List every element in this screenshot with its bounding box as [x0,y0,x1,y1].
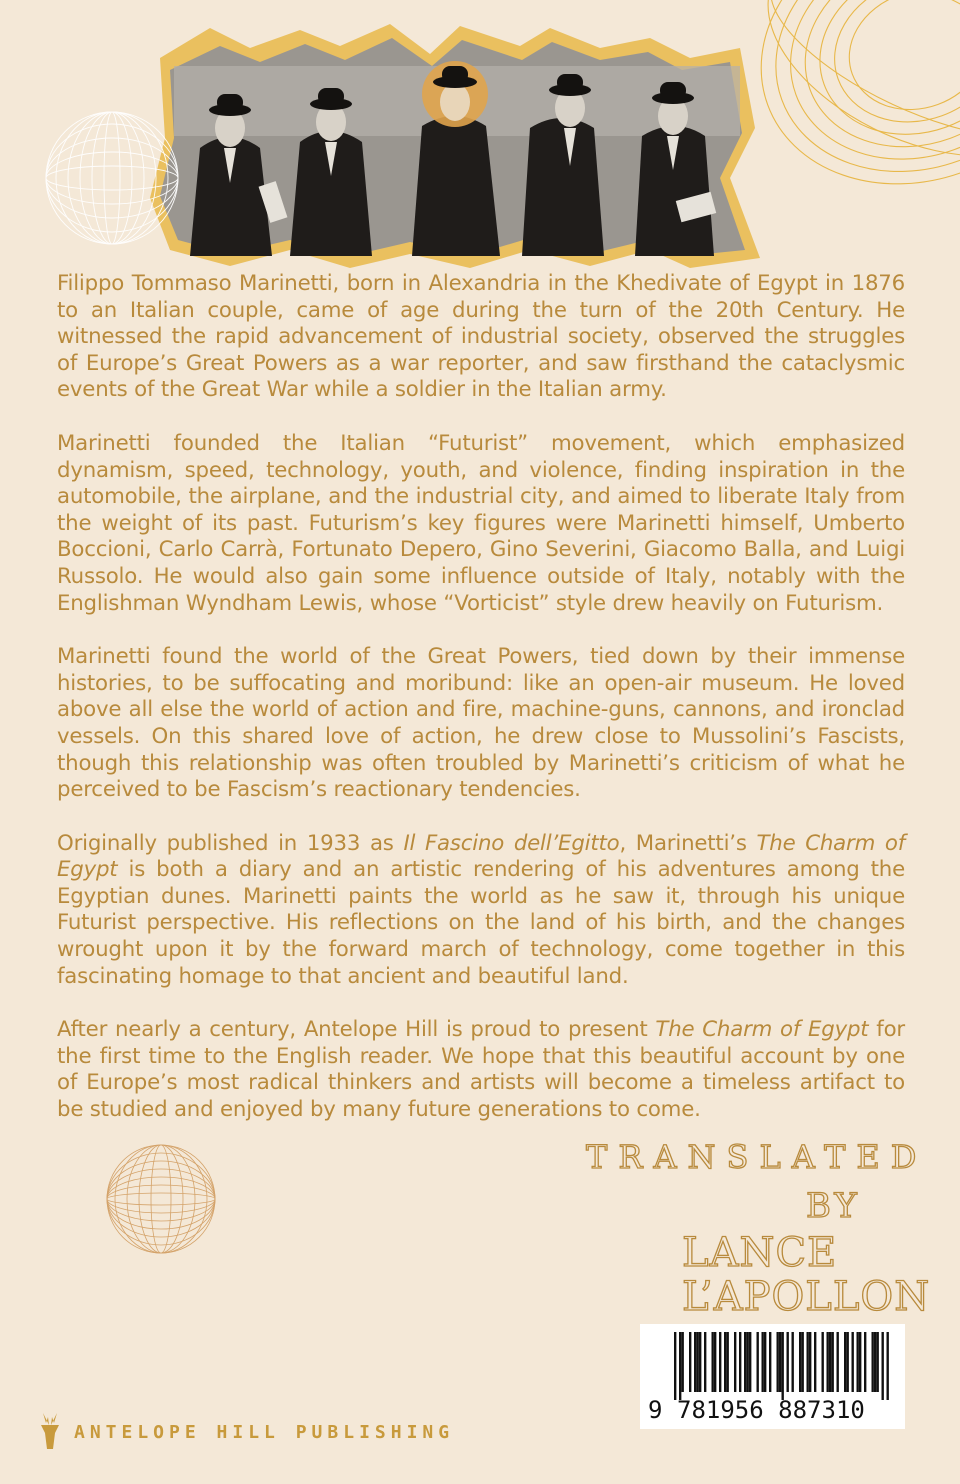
barcode-bar [764,1332,766,1392]
wireframe-sphere-left-icon [42,108,182,248]
barcode-bar [694,1332,696,1392]
barcode-bar [674,1332,676,1400]
blurb-paragraph-5 [57,1017,905,1123]
barcode-bar [734,1332,736,1392]
barcode-bar [874,1332,876,1392]
barcode-bar [712,1332,714,1392]
barcode-bar [724,1332,726,1392]
barcode-bar [809,1332,811,1392]
barcode-bar [829,1332,831,1392]
barcode-bar [847,1332,849,1392]
blurb-text: After nearly a century, Antelope Hill is proud to present [57,1017,656,1043]
translator-name-line-1: LANCE [682,1230,838,1276]
credit-translated: TRANSLATED [586,1138,928,1176]
back-cover-blurb [57,271,905,1151]
barcode-bar [699,1332,701,1392]
barcode-bar [872,1332,874,1392]
blurb-text: for the first time to the English reader. We hope that this beautiful account by one of Europe’s most radical thinkers and artists will become a timeless artifact to be studied and enjoyed by many future generations to come. [57,1017,905,1123]
futurists-group-photo [130,18,770,268]
barcode-bar [679,1332,681,1400]
barcode-bar [757,1332,759,1392]
barcode-bar [697,1332,699,1392]
barcode-bar [779,1332,781,1392]
barcode-bar [852,1332,854,1392]
isbn-barcode [640,1324,905,1429]
barcode-bar [787,1332,789,1392]
book-title: The Charm of Egypt [57,830,905,883]
barcode-bar [682,1332,684,1392]
blurb-paragraph-4 [57,831,905,991]
barcode-bar [864,1332,866,1392]
translator-name-line-2: L’APOLLON [682,1274,931,1320]
barcode-bars [674,1332,889,1400]
barcode-bar [802,1332,804,1392]
barcode-bar [747,1332,749,1392]
barcode-bar [769,1332,771,1392]
publisher-name: ANTELOPE HILL PUBLISHING [74,1421,455,1443]
barcode-bar [727,1332,729,1392]
barcode-bar [832,1332,834,1392]
barcode-bar [857,1332,859,1392]
wireframe-sphere-bottom-left-icon [104,1142,218,1256]
barcode-bar [837,1332,839,1392]
barcode-bar [704,1332,706,1392]
antelope-head-icon [38,1413,62,1451]
blurb-text: is both a diary and an artistic rendering of his adventures among the Egyptian dunes. Marinetti paints the world as he saw it, through his unique Futurist perspective. His reflections on the land of his birth, and the changes wrought upon it by the forward march of technology, come together in this fascinating homage to that ancient and beautiful land. [57,857,905,989]
barcode-bar [689,1332,691,1392]
isbn-prefix: 9 [648,1396,663,1424]
book-title: The Charm of Egypt [655,1017,869,1043]
barcode-bar [827,1332,829,1392]
barcode-bar [887,1332,889,1400]
barcode-bar [859,1332,861,1392]
barcode-bar [792,1332,794,1392]
barcode-bar [719,1332,721,1392]
blurb-paragraph-1: Filippo Tommaso Marinetti, born in Alexandria in the Khedivate of Egypt in 1876 to an Italian couple, came of age during the turn of the 20th Century. He witnessed the rapid advancement of industrial society, observed the struggles of Europe’s Great Powers as a war reporter, and saw firsthand the cataclysmic events of the Great War while a soldier in the Italian army. [57,271,905,403]
barcode-bar [877,1332,879,1392]
wireframe-sphere-top-right-icon [748,0,960,190]
original-title: Il Fascino dell’Egitto [403,830,620,856]
blurb-text: Originally published in 1933 as [57,830,404,856]
barcode-bar [814,1332,816,1392]
blurb-paragraph-2: Marinetti founded the Italian “Futurist” movement, which emphasized dynamism, speed, technology, youth, and violence, finding inspiration in the automobile, the airplane, and the industrial city, and aimed to liberate Italy from the weight of its past. Futurism’s key figures were Marinetti himself, Umberto Boccioni, Carlo Carrà, Fortunato Depero, Gino Severini, Giacomo Balla, and Luigi Russolo. He would also gain some influence outside of Italy, notably with the Englishman Wyndham Lewis, whose “Vorticist” style drew heavily on Futurism. [57,430,905,616]
barcode-bar [762,1332,764,1392]
isbn-digits: 781956 887310 [677,1396,865,1424]
barcode-bar [844,1332,846,1392]
barcode-bar [882,1332,884,1400]
barcode-bar [799,1332,801,1392]
barcode-bar [807,1332,809,1392]
barcode-bar [782,1332,784,1400]
barcode-bar [749,1332,751,1392]
barcode-bar [822,1332,824,1392]
blurb-text: , Marinetti’s [619,830,757,856]
blurb-paragraph-3: Marinetti found the world of the Great Powers, tied down by their immense histories, to be suffocating and moribund: like an open-air museum. He loved above all else the world of action and fire, machine-guns, cannons, and ironclad vessels. On this shared love of action, he drew close to Mussolini’s Fascists, though this relationship was often troubled by Marinetti’s criticism of what he perceived to be Fascism’s reactionary tendencies. [57,644,905,803]
barcode-bar [744,1332,746,1392]
publisher-mark [38,1412,454,1452]
credit-by: BY [806,1186,861,1226]
barcode-bar [739,1332,741,1392]
barcode-bar [777,1332,779,1392]
barcode-bar [714,1332,716,1392]
